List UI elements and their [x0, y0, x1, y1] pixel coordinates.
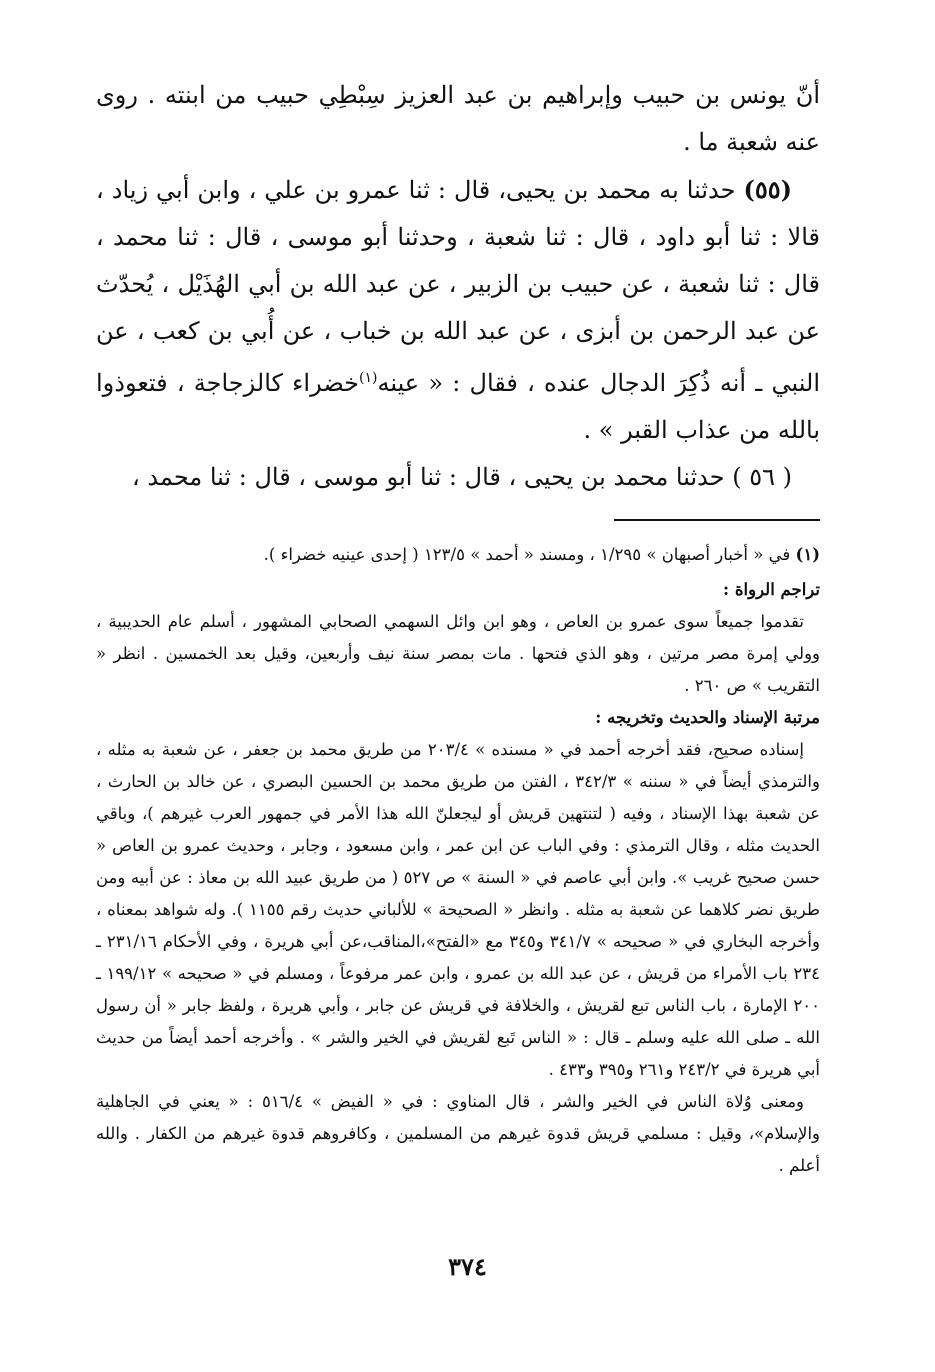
hadith-56-paragraph: ( ٥٦ ) حدثنا محمد بن يحيى ، قال : ثنا أبو موسى ، قال : ثنا محمد ، — [132, 463, 792, 491]
footnote-separator — [614, 519, 820, 521]
footnote-text: في « أخبار أصبهان » ١/٢٩٥ ، ومسند « أحمد » ١٢٣/٥ ( إحدى عينيه خضراء ). — [263, 545, 796, 564]
takhrij-paragraph-2: ومعنى وُلاة الناس في الخير والشر ، قال المناوي : في « الفيض » ٥١٦/٤ : « يعني في الجاهلية والإسلام»، وقيل : مسلمي قريش قدوة غيرهم من المسلمين ، وكافروهم قدوة غيرهم من الكفار . والله أعلم . — [96, 1092, 820, 1175]
footnote-reference: (١) — [358, 370, 378, 386]
footnote-number: (١) — [795, 545, 820, 564]
main-paragraph-1: أنّ يونس بن حبيب وإبراهيم بن عبد العزيز سِبْطِي حبيب من ابنته . روى عنه شعبة ما . — [96, 81, 820, 156]
hadith-number-55: (٥٥) — [743, 175, 792, 204]
rijal-text: تقدموا جميعاً سوى عمرو بن العاص ، وهو ابن وائل السهمي الصحابي المشهور ، أسلم عام الحديبية ، وولي إمرة مصر مرتين ، وهو الذي فتحها . مات بمصر سنة نيف وأربعين، وقيل بعد الخمسين . انظر « التقريب » ص ٢٦٠ . — [96, 612, 820, 695]
page-number: ٣٧٤ — [448, 1252, 487, 1281]
takhrij-heading: مرتبة الإسناد والحديث وتخريجه : — [595, 708, 820, 727]
rijal-heading: تراجم الرواة : — [723, 580, 820, 599]
book-page — [96, 72, 820, 1312]
takhrij-paragraph-1: إسناده صحيح، فقد أخرجه أحمد في « مسنده » ٢٠٣/٤ من طريق محمد بن جعفر ، عن شعبة به مثله ، والترمذي أيضاً في « سننه » ٣٤٢/٣ ، الفتن من طريق محمد بن الحسين البصري ، عن خالد بن الحارث ، عن شعبة بهذا الإسناد ، وفيه ( لتنتهين قريش أو ليجعلنّ الله هذا الأمر في جمهور العرب غيرهم )، وباقي الحديث مثله ، وقال الترمذي : وفي الباب عن ابن عمر ، وابن مسعود ، وجابر ، وحديث عمرو بن العاص « حسن صحيح غريب ». وابن أبي عاصم في « السنة » ص ٥٢٧ ( من طريق عبيد الله بن معاذ : عن أبيه ومن طريق نضر كلاهما عن شعبة به مثله . وانظر « الصحيحة » للألباني حديث رقم ١١٥٥ ). وله شواهد بمعناه ، وأخرجه البخاري في « صحيحه » ٣٤١/٧ و٣٤٥ مع «الفتح»،المناقب،عن أبي هريرة ، وفي الأحكام ٢٣١/١٦ ـ ٢٣٤ باب الأمراء من قريش ، عن عبد الله بن عمرو ، وابن عمر مرفوعاً ، ومسلم في « صحيحه » ١٩٩/١٢ ـ ٢٠٠ الإمارة ، باب الناس تبع لقريش ، والخلافة في قريش عن جابر ، وأبي هريرة ، ولفظ جابر « أن رسول الله ـ صلى الله عليه وسلم ـ قال : « الناس تَبع لقريش في الخير والشر » . وأخرجه أحمد أيضاً من حديث أبي هريرة في ٢٤٣/٢ و٢٦١ و٣٩٥ و٤٣٣ . — [96, 740, 820, 1079]
hadith-55-text: حدثنا به محمد بن يحيى، قال : ثنا عمرو بن علي ، وابن أبي زياد ، قالا : ثنا أبو داود ، قال : ثنا شعبة ، وحدثنا أبو موسى ، قال : ثنا محمد ، قال : ثنا شعبة ، عن حبيب بن الزبير ، عن عبد الله بن أبي الهُذَيْل ، يُحدّث عن عبد الرحمن بن أبزى ، عن عبد الله بن خباب ، عن أُبي بن كعب ، عن النبي ـ أنه ذُكِرَ الدجال عنده ، فقال : « عينه — [96, 176, 820, 397]
hadith-55-paragraph — [96, 166, 820, 454]
hadith-55-text-end: خضراء كالزجاجة ، فتعوذوا بالله من عذاب القبر » . — [96, 369, 820, 444]
footnote-1 — [96, 541, 820, 568]
